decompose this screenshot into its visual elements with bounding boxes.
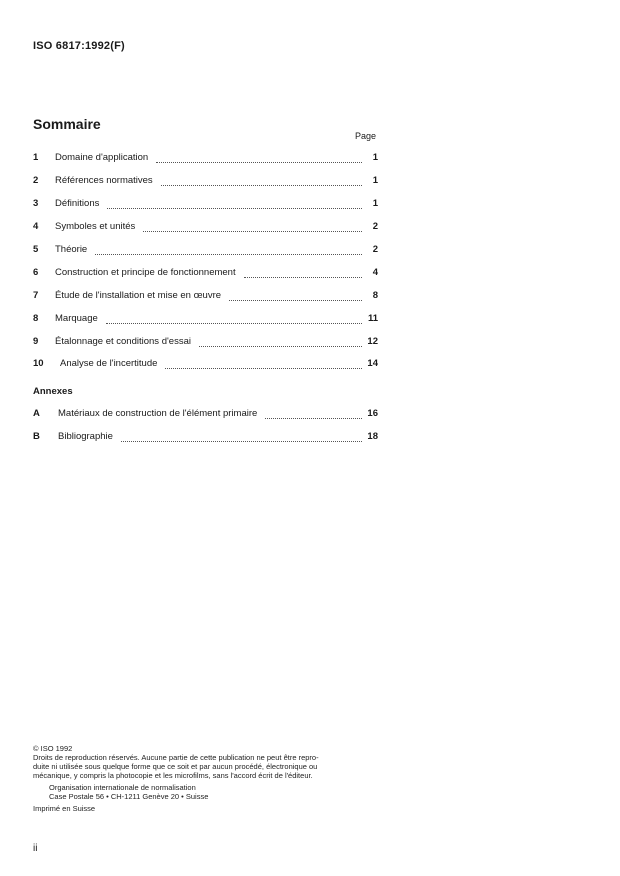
toc-entry (33, 290, 378, 304)
toc-entry-page: 2 (372, 244, 378, 255)
leader-dots (106, 323, 362, 324)
rights-text: Droits de reproduction réservés. Aucune partie de cette publication ne peut être repro- (33, 753, 319, 762)
toc-entry-page: 8 (372, 290, 378, 301)
toc-entry-label: Symboles et unités (55, 221, 136, 232)
toc-entry-page: 1 (372, 175, 378, 186)
rights-text: mécanique, y compris la photocopie et les microfilms, sans l'accord écrit de l'éditeur. (33, 771, 313, 780)
leader-dots (161, 185, 362, 186)
leader-dots (165, 368, 362, 369)
toc-entry-page: 11 (367, 313, 378, 324)
toc-annex-entry (33, 431, 378, 445)
toc-entry-number: 9 (33, 336, 39, 347)
toc-entry (33, 313, 378, 327)
toc-entry (33, 244, 378, 258)
toc-entry (33, 221, 378, 235)
toc-entry-label: Définitions (55, 198, 100, 209)
toc-entry (33, 152, 378, 166)
leader-dots (229, 300, 362, 301)
toc-entry-number: 8 (33, 313, 39, 324)
toc-entry-label: Construction et principe de fonctionnement (55, 267, 236, 278)
leader-dots (265, 418, 362, 419)
toc-entry-page: 2 (372, 221, 378, 232)
toc-entry-number: 5 (33, 244, 39, 255)
leader-dots (121, 441, 362, 442)
toc-entry-number: 6 (33, 267, 39, 278)
publisher-name: Organisation internationale de normalisation (49, 783, 196, 792)
toc-title: Sommaire (33, 116, 101, 132)
annexes-heading: Annexes (33, 386, 73, 397)
leader-dots (199, 346, 362, 347)
toc-annex-page: 16 (367, 408, 378, 419)
rights-text: duite ni utilisée sous quelque forme que ce soit et par aucun procédé, électronique ou (33, 762, 318, 771)
toc-entry-page: 1 (372, 152, 378, 163)
toc-entry-number: 7 (33, 290, 39, 301)
toc-annex-letter: B (33, 431, 40, 442)
publisher-address: Case Postale 56 • CH-1211 Genève 20 • Suisse (49, 792, 209, 801)
toc-entry-number: 10 (33, 358, 44, 369)
toc-entry-label: Domaine d'application (55, 152, 149, 163)
toc-entry-page: 4 (372, 267, 378, 278)
toc-entry-label: Théorie (55, 244, 88, 255)
toc-annex-letter: A (33, 408, 40, 419)
toc-entry-number: 3 (33, 198, 39, 209)
copyright-notice (33, 744, 383, 813)
toc-annex-page: 18 (367, 431, 378, 442)
leader-dots (156, 162, 362, 163)
leader-dots (244, 277, 362, 278)
leader-dots (107, 208, 362, 209)
toc-entry-number: 2 (33, 175, 39, 186)
printed-in: Imprimé en Suisse (33, 804, 96, 813)
toc-entry-page: 1 (372, 198, 378, 209)
document-identifier: ISO 6817:1992(F) (33, 40, 125, 52)
toc-entry (33, 198, 378, 212)
toc-entry (33, 358, 378, 372)
toc-entry-label: Références normatives (55, 175, 153, 186)
leader-dots (95, 254, 362, 255)
toc-entry-number: 1 (33, 152, 39, 163)
toc-entry-number: 4 (33, 221, 39, 232)
leader-dots (143, 231, 362, 232)
toc-annex-entry (33, 408, 378, 422)
toc-entry (33, 267, 378, 281)
toc-annex-label: Matériaux de construction de l'élément primaire (58, 408, 258, 419)
toc-entry-page: 14 (367, 358, 378, 369)
toc-entry-label: Analyse de l'incertitude (60, 358, 158, 369)
toc-entry (33, 175, 378, 189)
toc-annex-label: Bibliographie (58, 431, 113, 442)
page-number: ii (33, 843, 38, 854)
toc-entry (33, 336, 378, 350)
copyright-line: © ISO 1992 (33, 744, 73, 753)
toc-page-column-heading: Page (355, 131, 377, 141)
toc-entry-page: 12 (367, 336, 378, 347)
toc-entry-label: Marquage (55, 313, 98, 324)
toc-entry-label: Étude de l'installation et mise en œuvre (55, 290, 222, 301)
toc-entry-label: Étalonnage et conditions d'essai (55, 336, 191, 347)
